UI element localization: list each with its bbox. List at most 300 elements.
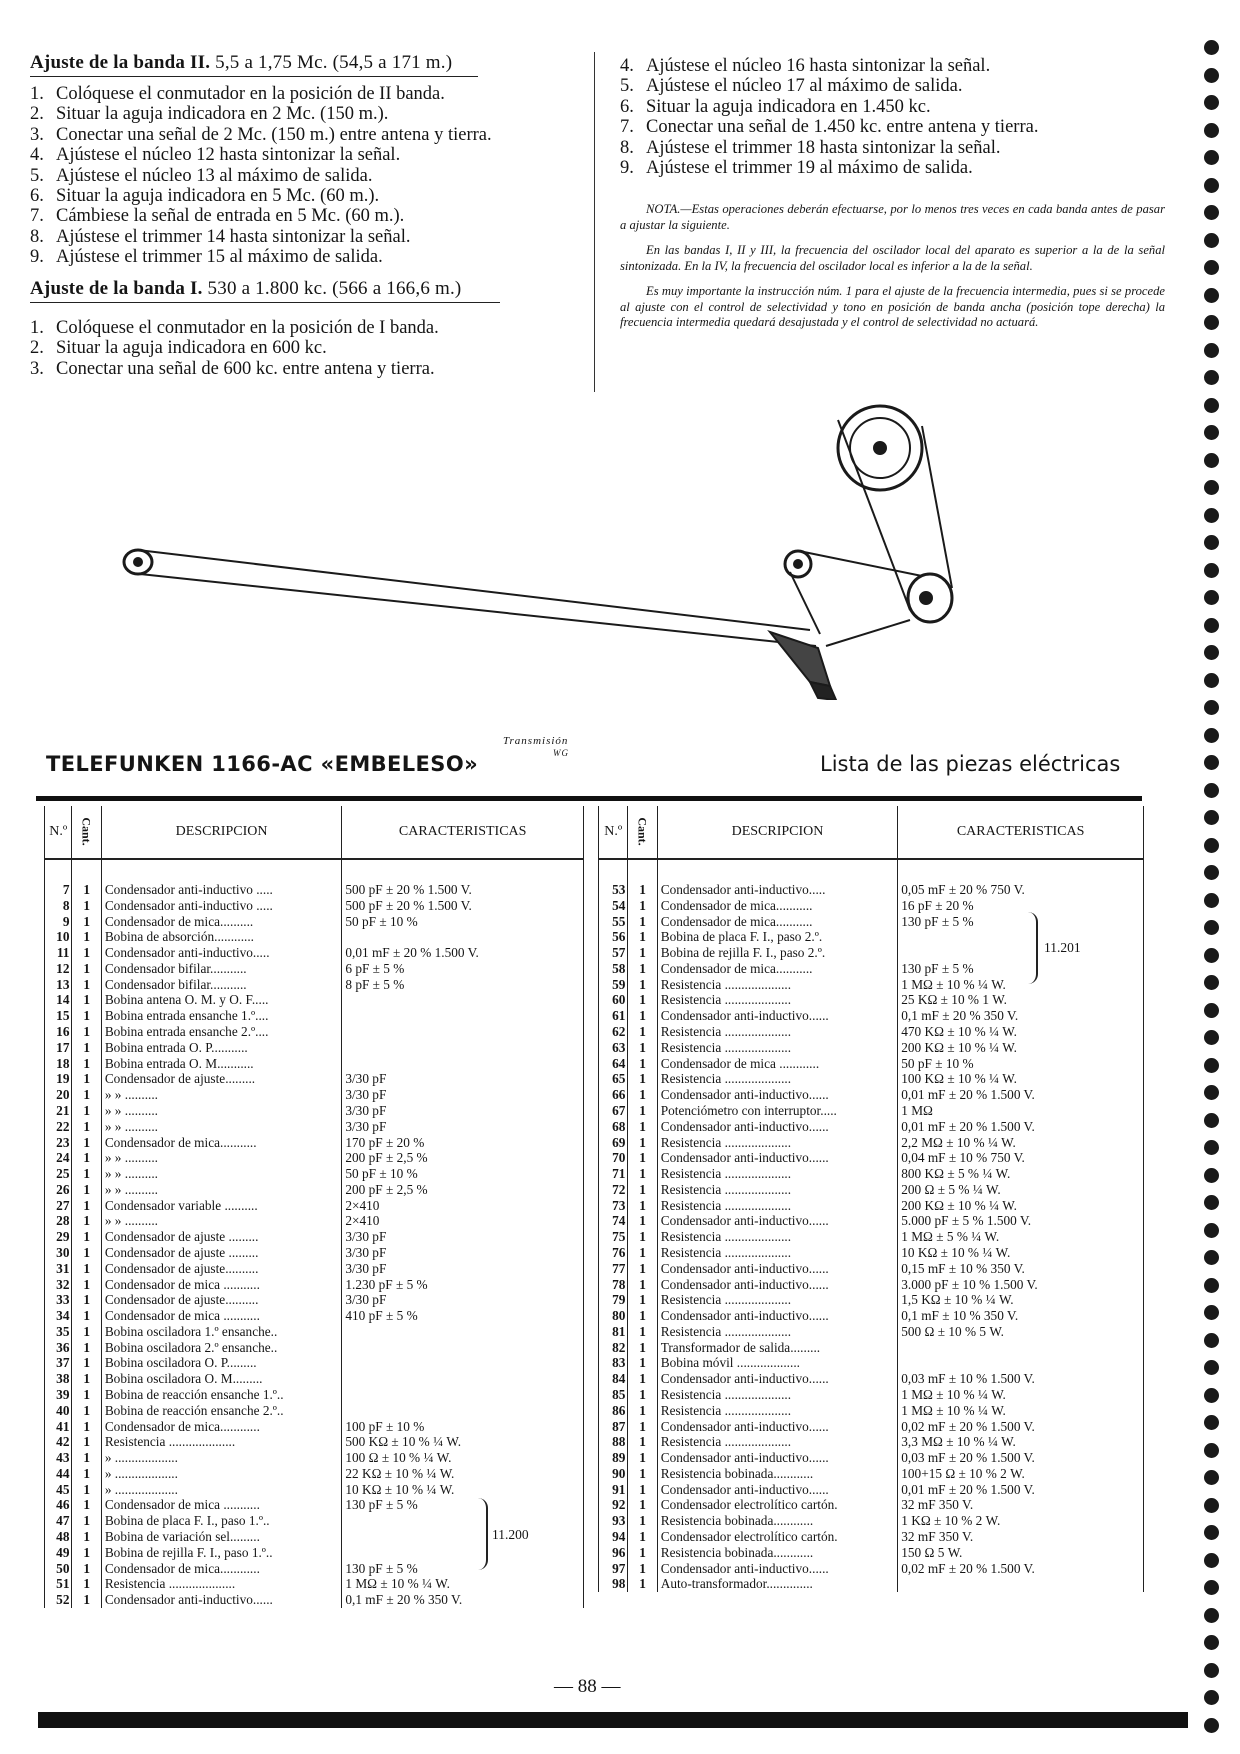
col-no-header: N.º (599, 806, 628, 859)
step-item (30, 227, 492, 247)
table-row (45, 1213, 584, 1229)
binding-hole (1204, 810, 1219, 825)
part-characteristics: 1,5 KΩ ± 10 % ¼ W. (898, 1292, 1144, 1308)
part-number: 55 (599, 914, 628, 930)
part-number: 97 (599, 1561, 628, 1577)
part-quantity: 1 (72, 914, 101, 930)
table-row (599, 961, 1144, 977)
part-number: 66 (599, 1087, 628, 1103)
part-characteristics: 0,05 mF ± 20 % 750 V. (898, 859, 1144, 898)
step-text: Conectar una señal de 1.450 kc. entre antena y tierra. (646, 117, 1039, 138)
part-characteristics: 200 KΩ ± 10 % ¼ W. (898, 1040, 1144, 1056)
table-row (45, 1450, 584, 1466)
table-row (45, 1056, 584, 1072)
part-number: 50 (45, 1561, 72, 1577)
part-characteristics: 470 KΩ ± 10 % ¼ W. (898, 1024, 1144, 1040)
part-quantity: 1 (628, 898, 657, 914)
part-number: 12 (45, 961, 72, 977)
part-number: 48 (45, 1529, 72, 1545)
note-paragraph-1: NOTA.—Estas operaciones deberán efectuarse, por lo menos tres veces en cada banda antes de pasar a ajustar la siguiente. (620, 202, 1165, 232)
part-description: Condensador electrolítico cartón. (657, 1497, 898, 1513)
part-characteristics: 1 KΩ ± 10 % 2 W. (898, 1513, 1144, 1529)
binding-hole (1204, 233, 1219, 248)
part-characteristics: 0,01 mF ± 20 % 1.500 V. (342, 945, 584, 961)
col-desc-header: DESCRIPCION (101, 806, 342, 859)
binding-hole (1204, 1250, 1219, 1265)
step-text: Ajústese el núcleo 17 al máximo de salida. (646, 76, 963, 97)
table-row (45, 1340, 584, 1356)
part-description: Transformador de salida......... (657, 1340, 898, 1356)
part-characteristics: 150 Ω 5 W. (898, 1545, 1144, 1561)
part-description: Condensador de mica ........... (101, 1308, 342, 1324)
part-description: Bobina osciladora O. M......... (101, 1371, 342, 1387)
table-row (599, 1213, 1144, 1229)
table-row (45, 1071, 584, 1087)
binding-hole (1204, 618, 1219, 633)
part-description: Condensador de mica ........... (101, 1277, 342, 1293)
part-quantity: 1 (628, 1024, 657, 1040)
table-row (45, 1135, 584, 1151)
part-characteristics (898, 1576, 1144, 1592)
binding-hole (1204, 893, 1219, 908)
part-number: 74 (599, 1213, 628, 1229)
part-description: Bobina entrada O. P........... (101, 1040, 342, 1056)
binding-hole (1204, 865, 1219, 880)
binding-hole (1204, 95, 1219, 110)
part-description: Bobina osciladora O. P......... (101, 1355, 342, 1371)
step-number: 2. (30, 104, 44, 125)
part-quantity: 1 (72, 898, 101, 914)
part-quantity: 1 (628, 1450, 657, 1466)
table-row (45, 1261, 584, 1277)
part-description: » ................... (101, 1482, 342, 1498)
part-quantity: 1 (72, 1008, 101, 1024)
part-description: » » .......... (101, 1166, 342, 1182)
table-row (45, 1229, 584, 1245)
part-quantity: 1 (72, 929, 101, 945)
table-row (45, 859, 584, 898)
table-row (45, 1576, 584, 1592)
part-number: 11 (45, 945, 72, 961)
part-quantity: 1 (628, 1040, 657, 1056)
part-characteristics (342, 1024, 584, 1040)
part-quantity: 1 (628, 859, 657, 898)
table-row (45, 914, 584, 930)
binding-holes (1204, 40, 1224, 1730)
part-description: Bobina de absorción............ (101, 929, 342, 945)
binding-hole (1204, 508, 1219, 523)
part-characteristics: 200 Ω ± 5 % ¼ W. (898, 1182, 1144, 1198)
binding-hole (1204, 453, 1219, 468)
part-quantity: 1 (72, 1561, 101, 1577)
part-description: Condensador anti-inductivo...... (657, 1008, 898, 1024)
part-description: Bobina osciladora 1.º ensanche.. (101, 1324, 342, 1340)
table-top-rule (36, 796, 1142, 801)
part-quantity: 1 (72, 1340, 101, 1356)
part-description: Resistencia bobinada............ (657, 1513, 898, 1529)
part-description: » ................... (101, 1450, 342, 1466)
part-quantity: 1 (628, 1576, 657, 1592)
step-item (620, 76, 1038, 96)
part-characteristics: 0,04 mF ± 10 % 750 V. (898, 1150, 1144, 1166)
table-row (599, 1545, 1144, 1561)
step-text: Situar la aguja indicadora en 1.450 kc. (646, 96, 931, 117)
part-quantity: 1 (72, 1056, 101, 1072)
table-row (599, 1261, 1144, 1277)
part-characteristics: 130 pF ± 5 % (898, 961, 1144, 977)
part-number: 59 (599, 977, 628, 993)
part-number: 41 (45, 1419, 72, 1435)
part-quantity: 1 (628, 1008, 657, 1024)
part-number: 8 (45, 898, 72, 914)
part-description: Condensador anti-inductivo...... (657, 1277, 898, 1293)
part-description: Bobina de rejilla F. I., paso 1.º.. (101, 1545, 342, 1561)
part-number: 70 (599, 1150, 628, 1166)
right-group-bracket (1028, 912, 1038, 984)
col-car-header: CARACTERISTICAS (898, 806, 1144, 859)
step-number: 7. (620, 117, 634, 138)
part-characteristics: 0,03 mF ± 20 % 1.500 V. (898, 1450, 1144, 1466)
part-description: Condensador anti-inductivo...... (657, 1308, 898, 1324)
table-row (45, 1103, 584, 1119)
part-description: Condensador de mica.......... (101, 914, 342, 930)
binding-hole (1204, 1360, 1219, 1375)
part-number: 23 (45, 1135, 72, 1151)
table-row (45, 1008, 584, 1024)
part-characteristics: 6 pF ± 5 % (342, 961, 584, 977)
step-number: 9. (620, 158, 634, 179)
step-number: 2. (30, 338, 44, 359)
part-number: 22 (45, 1119, 72, 1135)
step-number: 5. (620, 76, 634, 97)
binding-hole (1204, 1663, 1219, 1678)
part-number: 31 (45, 1261, 72, 1277)
part-quantity: 1 (628, 1245, 657, 1261)
part-quantity: 1 (628, 1371, 657, 1387)
part-description: Condensador de ajuste ......... (101, 1245, 342, 1261)
table-row (599, 1024, 1144, 1040)
table-row (599, 1056, 1144, 1072)
table-row (45, 1355, 584, 1371)
step-item (30, 84, 492, 104)
binding-hole (1204, 1498, 1219, 1513)
band-ii-title-text: Ajuste de la banda II. (30, 52, 211, 73)
step-number: 3. (30, 124, 44, 145)
part-description: Resistencia .................... (657, 992, 898, 1008)
part-quantity: 1 (72, 1119, 101, 1135)
table-row (599, 1466, 1144, 1482)
part-quantity: 1 (72, 1024, 101, 1040)
part-number: 36 (45, 1340, 72, 1356)
binding-hole (1204, 700, 1219, 715)
part-characteristics (898, 929, 1144, 945)
part-quantity: 1 (72, 1419, 101, 1435)
part-quantity: 1 (628, 1119, 657, 1135)
band-ii-range: 5,5 a 1,75 Mc. (54,5 a 171 m.) (215, 52, 453, 73)
part-quantity: 1 (72, 1245, 101, 1261)
part-quantity: 1 (72, 1324, 101, 1340)
part-quantity: 1 (628, 1087, 657, 1103)
part-description: Bobina entrada ensanche 1.º.... (101, 1008, 342, 1024)
table-row (45, 1561, 584, 1577)
part-number: 68 (599, 1119, 628, 1135)
table-row (599, 992, 1144, 1008)
part-description: Resistencia .................... (657, 1040, 898, 1056)
part-quantity: 1 (628, 1324, 657, 1340)
part-description: Condensador anti-inductivo...... (657, 1087, 898, 1103)
part-characteristics: 0,1 mF ± 20 % 350 V. (342, 1592, 584, 1608)
part-characteristics: 1 MΩ ± 10 % ¼ W. (898, 1387, 1144, 1403)
table-row (45, 1387, 584, 1403)
part-number: 72 (599, 1182, 628, 1198)
binding-hole (1204, 590, 1219, 605)
part-number: 51 (45, 1576, 72, 1592)
part-quantity: 1 (628, 1261, 657, 1277)
part-description: Condensador de ajuste.......... (101, 1261, 342, 1277)
part-number: 24 (45, 1150, 72, 1166)
table-row (599, 1403, 1144, 1419)
binding-hole (1204, 755, 1219, 770)
part-number: 81 (599, 1324, 628, 1340)
part-number: 16 (45, 1024, 72, 1040)
table-row (45, 945, 584, 961)
table-row (599, 1576, 1144, 1592)
part-description: » » .......... (101, 1087, 342, 1103)
part-description: Condensador anti-inductivo ..... (101, 859, 342, 898)
part-quantity: 1 (72, 1292, 101, 1308)
step-item (620, 138, 1038, 158)
part-number: 76 (599, 1245, 628, 1261)
part-quantity: 1 (628, 1103, 657, 1119)
part-number: 54 (599, 898, 628, 914)
part-description: Condensador anti-inductivo...... (657, 1213, 898, 1229)
binding-hole (1204, 398, 1219, 413)
table-row (599, 1008, 1144, 1024)
table-row (45, 1292, 584, 1308)
part-description: Bobina de rejilla F. I., paso 2.º. (657, 945, 898, 961)
part-description: Bobina móvil ................... (657, 1355, 898, 1371)
part-quantity: 1 (72, 1277, 101, 1293)
table-row (45, 898, 584, 914)
part-number: 20 (45, 1087, 72, 1103)
part-number: 29 (45, 1229, 72, 1245)
table-row (599, 1087, 1144, 1103)
part-description: Bobina de reacción ensanche 1.º.. (101, 1387, 342, 1403)
part-quantity: 1 (72, 977, 101, 993)
table-row (45, 992, 584, 1008)
part-characteristics: 500 pF ± 20 % 1.500 V. (342, 898, 584, 914)
binding-hole (1204, 1030, 1219, 1045)
part-description: Resistencia .................... (657, 1166, 898, 1182)
table-row (599, 1182, 1144, 1198)
part-quantity: 1 (72, 1198, 101, 1214)
binding-hole (1204, 150, 1219, 165)
part-quantity: 1 (72, 1450, 101, 1466)
step-text: Cámbiese la señal de entrada en 5 Mc. (60 m.). (56, 206, 405, 227)
step-text: Ajústese el núcleo 12 hasta sintonizar la señal. (56, 145, 401, 166)
part-description: Condensador anti-inductivo...... (101, 1592, 342, 1608)
part-number: 45 (45, 1482, 72, 1498)
binding-hole (1204, 1443, 1219, 1458)
table-row (45, 961, 584, 977)
part-characteristics (898, 1340, 1144, 1356)
part-number: 56 (599, 929, 628, 945)
step-item (620, 97, 1038, 117)
part-quantity: 1 (72, 1576, 101, 1592)
step-number: 6. (30, 186, 44, 207)
step-number: 9. (30, 247, 44, 268)
part-number: 96 (599, 1545, 628, 1561)
part-description: Condensador de ajuste.......... (101, 1292, 342, 1308)
part-number: 26 (45, 1182, 72, 1198)
part-quantity: 1 (72, 1229, 101, 1245)
table-row (599, 1119, 1144, 1135)
part-quantity: 1 (72, 1482, 101, 1498)
part-number: 83 (599, 1355, 628, 1371)
binding-hole (1204, 1140, 1219, 1155)
part-number: 39 (45, 1387, 72, 1403)
part-quantity: 1 (72, 1371, 101, 1387)
part-quantity: 1 (72, 1308, 101, 1324)
binding-hole (1204, 783, 1219, 798)
part-quantity: 1 (72, 1466, 101, 1482)
part-description: » » .......... (101, 1182, 342, 1198)
step-text: Colóquese el conmutador en la posición de II banda. (56, 84, 445, 104)
binding-hole (1204, 480, 1219, 495)
part-description: Condensador de ajuste......... (101, 1071, 342, 1087)
part-description: Resistencia .................... (657, 1324, 898, 1340)
band-ii-steps (30, 84, 492, 268)
part-characteristics: 0,03 mF ± 10 % 1.500 V. (898, 1371, 1144, 1387)
part-description: Condensador electrolítico cartón. (657, 1529, 898, 1545)
table-row (45, 1024, 584, 1040)
binding-hole (1204, 673, 1219, 688)
table-row (45, 929, 584, 945)
table-row (599, 1277, 1144, 1293)
binding-hole (1204, 1305, 1219, 1320)
part-description: Resistencia .................... (657, 1071, 898, 1087)
binding-hole (1204, 260, 1219, 275)
part-number: 60 (599, 992, 628, 1008)
table-row (599, 1371, 1144, 1387)
binding-hole (1204, 535, 1219, 550)
part-characteristics: 3,3 MΩ ± 10 % ¼ W. (898, 1434, 1144, 1450)
part-quantity: 1 (628, 1545, 657, 1561)
part-quantity: 1 (72, 1592, 101, 1608)
part-characteristics: 2×410 (342, 1198, 584, 1214)
part-description: Condensador anti-inductivo..... (657, 859, 898, 898)
part-quantity: 1 (72, 1434, 101, 1450)
binding-hole (1204, 1553, 1219, 1568)
step-item (30, 125, 492, 145)
part-characteristics: 3/30 pF (342, 1229, 584, 1245)
part-characteristics (342, 1008, 584, 1024)
note-paragraph-2: En las bandas I, II y III, la frecuencia del oscilador local del aparato es superior a la de la señal sintonizada. En la IV, la frecuencia del oscilador local es inferior a la de la señal. (620, 243, 1165, 273)
step-text: Colóquese el conmutador en la posición de I banda. (56, 318, 439, 338)
part-description: Bobina de placa F. I., paso 2.º. (657, 929, 898, 945)
step-number: 4. (30, 145, 44, 166)
table-row (599, 1308, 1144, 1324)
part-description: Condensador anti-inductivo...... (657, 1371, 898, 1387)
part-quantity: 1 (628, 1198, 657, 1214)
table-row (599, 1450, 1144, 1466)
table-row (599, 1245, 1144, 1261)
col-car-header: CARACTERISTICAS (342, 806, 584, 859)
part-number: 25 (45, 1166, 72, 1182)
part-quantity: 1 (72, 1497, 101, 1513)
part-description: Bobina antena O. M. y O. F..... (101, 992, 342, 1008)
step-text: Ajústese el trimmer 19 al máximo de salida. (646, 158, 973, 179)
part-characteristics: 500 Ω ± 10 % 5 W. (898, 1324, 1144, 1340)
band-i-range: 530 a 1.800 kc. (566 a 166,6 m.) (207, 278, 462, 299)
column-divider (594, 52, 595, 392)
table-row (599, 1071, 1144, 1087)
step-text: Situar la aguja indicadora en 2 Mc. (150 m.). (56, 104, 389, 125)
part-description: Condensador de mica ........... (101, 1497, 342, 1513)
part-number: 30 (45, 1245, 72, 1261)
table-row (599, 1229, 1144, 1245)
part-number: 44 (45, 1466, 72, 1482)
part-description: Condensador anti-inductivo...... (657, 1450, 898, 1466)
binding-hole (1204, 1580, 1219, 1595)
part-number: 52 (45, 1592, 72, 1608)
part-quantity: 1 (628, 929, 657, 945)
part-number: 57 (599, 945, 628, 961)
binding-hole (1204, 370, 1219, 385)
part-description: Resistencia .................... (101, 1434, 342, 1450)
table-row (45, 1371, 584, 1387)
part-characteristics: 800 KΩ ± 5 % ¼ W. (898, 1166, 1144, 1182)
binding-hole (1204, 1278, 1219, 1293)
part-characteristics: 3/30 pF (342, 1103, 584, 1119)
part-description: Resistencia .................... (657, 1403, 898, 1419)
part-characteristics: 1.230 pF ± 5 % (342, 1277, 584, 1293)
part-description: Condensador de mica........... (657, 961, 898, 977)
part-characteristics: 10 KΩ ± 10 % ¼ W. (898, 1245, 1144, 1261)
part-description: Condensador bifilar........... (101, 977, 342, 993)
part-number: 37 (45, 1355, 72, 1371)
part-characteristics: 3/30 pF (342, 1087, 584, 1103)
part-number: 14 (45, 992, 72, 1008)
step-text: Situar la aguja indicadora en 600 kc. (56, 338, 327, 359)
binding-hole (1204, 563, 1219, 578)
part-description: Condensador bifilar........... (101, 961, 342, 977)
part-characteristics: 1 MΩ (898, 1103, 1144, 1119)
table-row (599, 1103, 1144, 1119)
step-item (30, 359, 439, 379)
binding-hole (1204, 1195, 1219, 1210)
binding-hole (1204, 1388, 1219, 1403)
part-characteristics: 32 mF 350 V. (898, 1529, 1144, 1545)
part-quantity: 1 (628, 1292, 657, 1308)
binding-hole (1204, 315, 1219, 330)
part-characteristics: 3/30 pF (342, 1245, 584, 1261)
part-quantity: 1 (72, 945, 101, 961)
part-characteristics: 200 pF ± 2,5 % (342, 1182, 584, 1198)
table-row (45, 1403, 584, 1419)
table-row (599, 1482, 1144, 1498)
part-number: 64 (599, 1056, 628, 1072)
part-characteristics: 130 pF ± 5 % (342, 1561, 584, 1577)
part-quantity: 1 (628, 1434, 657, 1450)
part-quantity: 1 (628, 1482, 657, 1498)
binding-hole (1204, 728, 1219, 743)
section-band-ii-title (30, 52, 478, 77)
binding-hole (1204, 1003, 1219, 1018)
part-quantity: 1 (628, 1387, 657, 1403)
part-number: 86 (599, 1403, 628, 1419)
binding-hole (1204, 1168, 1219, 1183)
